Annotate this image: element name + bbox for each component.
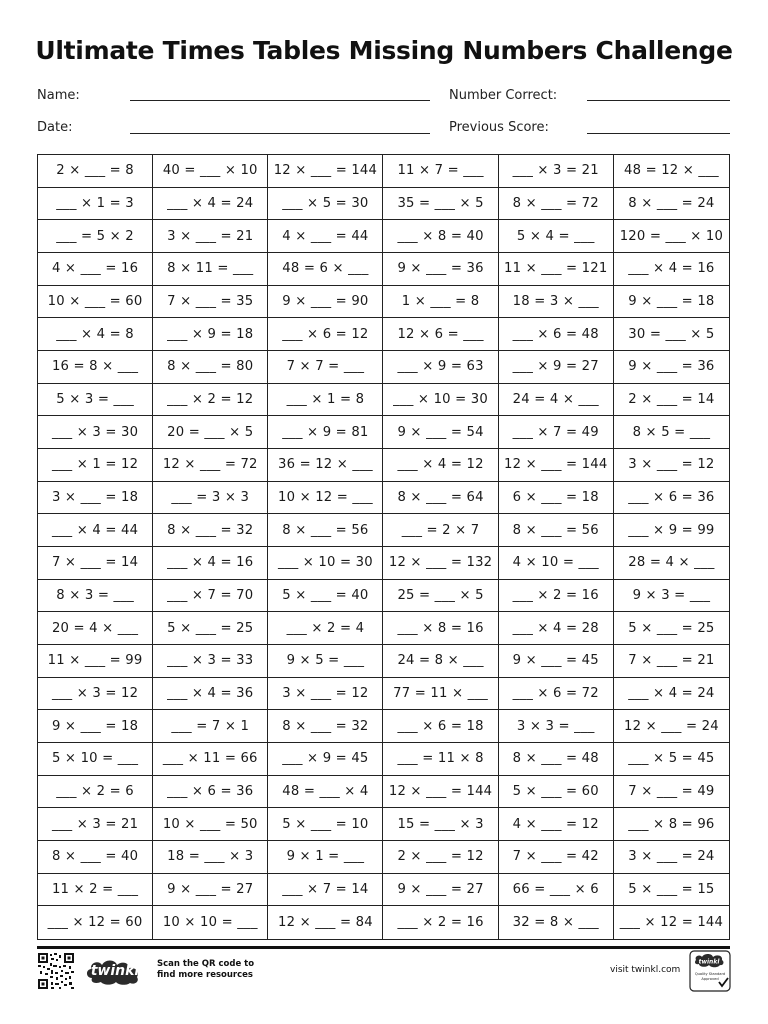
question-cell: 18 = 3 × ___ xyxy=(499,286,614,319)
question-cell: 11 × ___ = 99 xyxy=(38,645,153,678)
scan-line-2: find more resources xyxy=(157,970,253,980)
question-cell: ___ × 4 = 36 xyxy=(153,678,268,711)
question-cell: 15 = ___ × 3 xyxy=(383,808,498,841)
question-cell: 12 × ___ = 144 xyxy=(499,449,614,482)
question-cell: ___ × 2 = 4 xyxy=(268,612,383,645)
question-cell: 9 × 3 = ___ xyxy=(614,580,729,613)
question-cell: 5 × 10 = ___ xyxy=(38,743,153,776)
question-cell: 11 × 2 = ___ xyxy=(38,874,153,907)
question-cell: 8 × ___ = 64 xyxy=(383,482,498,515)
question-cell: ___ × 6 = 48 xyxy=(499,318,614,351)
question-cell: ___ = 11 × 8 xyxy=(383,743,498,776)
question-cell: ___ × 12 = 144 xyxy=(619,915,724,931)
question-cell: 8 × 5 = ___ xyxy=(614,416,729,449)
question-cell: 10 × 12 = ___ xyxy=(268,482,383,515)
question-cell: 7 × ___ = 49 xyxy=(614,776,729,809)
question-cell: 7 × ___ = 14 xyxy=(38,547,153,580)
question-cell: ___ × 6 = 18 xyxy=(383,710,498,743)
question-cell: 5 × ___ = 25 xyxy=(153,612,268,645)
question-cell: 32 = 8 × ___ xyxy=(499,906,614,939)
question-cell: ___ × 9 = 18 xyxy=(153,318,268,351)
question-cell: 7 × ___ = 21 xyxy=(614,645,729,678)
question-cell: 12 × ___ = 144 xyxy=(383,776,498,809)
questions-grid xyxy=(37,154,730,940)
question-cell: ___ × 6 = 72 xyxy=(499,678,614,711)
question-cell: 24 = 4 × ___ xyxy=(499,384,614,417)
question-cell: 8 × ___ = 72 xyxy=(499,188,614,221)
question-cell: 8 × 11 = ___ xyxy=(153,253,268,286)
question-cell: ___ = 7 × 1 xyxy=(153,710,268,743)
question-cell: 2 × ___ = 12 xyxy=(383,841,498,874)
question-cell: ___ × 12 = 60 xyxy=(38,906,153,939)
question-cell: 8 × ___ = 24 xyxy=(614,188,729,221)
page-title: Ultimate Times Tables Missing Numbers Challenge xyxy=(35,36,733,65)
question-cell: 35 = ___ × 5 xyxy=(383,188,498,221)
question-cell: 9 × ___ = 27 xyxy=(153,874,268,907)
qr-code-icon xyxy=(38,953,74,989)
question-cell: 9 × ___ = 18 xyxy=(38,710,153,743)
question-cell: 4 × ___ = 12 xyxy=(499,808,614,841)
question-cell: ___ = 3 × 3 xyxy=(153,482,268,515)
question-cell: 11 × 7 = ___ xyxy=(383,155,498,188)
question-cell: 8 × ___ = 56 xyxy=(268,514,383,547)
question-cell: 4 × ___ = 16 xyxy=(38,253,153,286)
footer-divider xyxy=(37,946,730,949)
question-cell: ___ × 4 = 16 xyxy=(153,547,268,580)
question-cell: ___ × 1 = 3 xyxy=(38,188,153,221)
question-cell: 10 × 10 = ___ xyxy=(153,906,268,939)
question-cell: 18 = ___ × 3 xyxy=(153,841,268,874)
question-cell: 5 × 3 = ___ xyxy=(38,384,153,417)
question-cell: ___ × 7 = 49 xyxy=(499,416,614,449)
question-cell: 8 × ___ = 32 xyxy=(268,710,383,743)
previous-score-field[interactable] xyxy=(587,133,730,134)
question-cell: ___ × 4 = 24 xyxy=(614,678,729,711)
question-cell: 4 × 10 = ___ xyxy=(499,547,614,580)
question-cell: 7 × ___ = 35 xyxy=(153,286,268,319)
question-cell: ___ × 4 = 8 xyxy=(38,318,153,351)
question-cell: ___ = 5 × 2 xyxy=(38,220,153,253)
question-cell: 66 = ___ × 6 xyxy=(499,874,614,907)
question-cell: ___ × 11 = 66 xyxy=(153,743,268,776)
question-cell: 9 × ___ = 18 xyxy=(614,286,729,319)
question-cell: 8 × 3 = ___ xyxy=(38,580,153,613)
question-cell: 5 × ___ = 60 xyxy=(499,776,614,809)
number-correct-field[interactable] xyxy=(587,100,730,101)
question-cell: 2 × ___ = 8 xyxy=(38,155,153,188)
question-cell: ___ × 5 = 30 xyxy=(268,188,383,221)
question-cell: ___ × 8 = 96 xyxy=(614,808,729,841)
question-cell: 8 × ___ = 56 xyxy=(499,514,614,547)
question-cell: 8 × ___ = 80 xyxy=(153,351,268,384)
quality-badge-icon xyxy=(689,950,731,992)
question-cell: 20 = ___ × 5 xyxy=(153,416,268,449)
number-correct-label: Number Correct: xyxy=(449,88,558,103)
question-cell: 3 × ___ = 12 xyxy=(268,678,383,711)
question-cell: 11 × ___ = 121 xyxy=(499,253,614,286)
question-cell: 9 × 5 = ___ xyxy=(268,645,383,678)
question-cell: 12 × ___ = 132 xyxy=(383,547,498,580)
question-cell: 40 = ___ × 10 xyxy=(153,155,268,188)
question-cell: ___ × 6 = 12 xyxy=(268,318,383,351)
question-cell: 12 × ___ = 24 xyxy=(614,710,729,743)
question-cell: ___ × 7 = 70 xyxy=(153,580,268,613)
question-cell: ___ × 10 = 30 xyxy=(268,547,383,580)
question-cell: 5 × ___ = 40 xyxy=(268,580,383,613)
question-cell: ___ × 9 = 81 xyxy=(268,416,383,449)
question-cell: ___ × 9 = 63 xyxy=(383,351,498,384)
question-cell: ___ × 2 = 12 xyxy=(153,384,268,417)
question-cell: ___ × 1 = 12 xyxy=(38,449,153,482)
question-cell: ___ × 4 = 16 xyxy=(614,253,729,286)
question-cell: 8 × ___ = 40 xyxy=(38,841,153,874)
question-cell: ___ × 3 = 33 xyxy=(153,645,268,678)
question-cell: 48 = 6 × ___ xyxy=(268,253,383,286)
question-cell: ___ × 8 = 40 xyxy=(383,220,498,253)
question-cell: ___ × 7 = 14 xyxy=(268,874,383,907)
question-cell: ___ × 2 = 16 xyxy=(383,906,498,939)
svg-text:Quality Standard: Quality Standard xyxy=(694,972,726,976)
question-cell: ___ × 4 = 44 xyxy=(38,514,153,547)
question-cell: 12 × ___ = 84 xyxy=(268,906,383,939)
question-cell: 9 × ___ = 90 xyxy=(268,286,383,319)
question-cell: 3 × ___ = 21 xyxy=(153,220,268,253)
visit-link[interactable]: visit twinkl.com xyxy=(610,965,681,975)
question-cell: ___ = 2 × 7 xyxy=(383,514,498,547)
logo-text: twinkl xyxy=(90,963,140,979)
question-cell: ___ × 10 = 30 xyxy=(383,384,498,417)
question-cell: 77 = 11 × ___ xyxy=(383,678,498,711)
question-cell: 24 = 8 × ___ xyxy=(383,645,498,678)
question-cell: ___ × 4 = 12 xyxy=(383,449,498,482)
scan-line-1: Scan the QR code to xyxy=(157,959,255,969)
question-cell: 3 × ___ = 12 xyxy=(614,449,729,482)
question-cell: 9 × 1 = ___ xyxy=(268,841,383,874)
question-cell: 3 × ___ = 18 xyxy=(38,482,153,515)
question-cell: 7 × ___ = 42 xyxy=(499,841,614,874)
question-cell: 30 = ___ × 5 xyxy=(614,318,729,351)
question-cell: ___ × 3 = 21 xyxy=(499,155,614,188)
question-cell: 9 × ___ = 36 xyxy=(383,253,498,286)
question-cell: 10 × ___ = 50 xyxy=(153,808,268,841)
question-cell: 3 × ___ = 24 xyxy=(614,841,729,874)
question-cell: 48 = ___ × 4 xyxy=(268,776,383,809)
question-cell: 36 = 12 × ___ xyxy=(268,449,383,482)
question-cell: ___ × 3 = 30 xyxy=(38,416,153,449)
question-cell: 120 = ___ × 10 xyxy=(614,220,729,253)
question-cell: 5 × 4 = ___ xyxy=(499,220,614,253)
question-cell: ___ × 6 = 36 xyxy=(614,482,729,515)
question-cell: 28 = 4 × ___ xyxy=(614,547,729,580)
badge-logo: twinkl xyxy=(698,958,720,966)
question-cell: 5 × ___ = 10 xyxy=(268,808,383,841)
question-cell: ___ × 9 = 45 xyxy=(268,743,383,776)
previous-score-label: Previous Score: xyxy=(449,120,549,135)
question-cell: 9 × ___ = 36 xyxy=(614,351,729,384)
question-cell: 1 × ___ = 8 xyxy=(383,286,498,319)
question-cell: 7 × 7 = ___ xyxy=(268,351,383,384)
question-cell: 20 = 4 × ___ xyxy=(38,612,153,645)
question-cell: ___ × 8 = 16 xyxy=(383,612,498,645)
question-cell: 25 = ___ × 5 xyxy=(383,580,498,613)
name-label: Name: xyxy=(37,88,80,103)
question-cell: 48 = 12 × ___ xyxy=(614,155,729,188)
question-cell: ___ × 4 = 28 xyxy=(499,612,614,645)
question-cell: 5 × ___ = 25 xyxy=(614,612,729,645)
date-label: Date: xyxy=(37,120,73,135)
question-cell: 8 × ___ = 48 xyxy=(499,743,614,776)
question-cell: 9 × ___ = 27 xyxy=(383,874,498,907)
question-cell: 4 × ___ = 44 xyxy=(268,220,383,253)
question-cell: 9 × ___ = 45 xyxy=(499,645,614,678)
question-cell: 12 × 6 = ___ xyxy=(383,318,498,351)
question-cell: 2 × ___ = 14 xyxy=(614,384,729,417)
question-cell: 6 × ___ = 18 xyxy=(499,482,614,515)
question-cell: 8 × ___ = 32 xyxy=(153,514,268,547)
question-cell: ___ × 2 = 6 xyxy=(38,776,153,809)
question-cell: 9 × ___ = 54 xyxy=(383,416,498,449)
question-cell: 3 × 3 = ___ xyxy=(499,710,614,743)
question-cell: ___ × 1 = 8 xyxy=(268,384,383,417)
date-field[interactable] xyxy=(130,133,430,134)
question-cell: 5 × ___ = 15 xyxy=(614,874,729,907)
question-cell: 12 × ___ = 72 xyxy=(153,449,268,482)
question-cell: ___ × 6 = 36 xyxy=(153,776,268,809)
scan-qr-text xyxy=(157,959,254,981)
question-cell: ___ × 3 = 12 xyxy=(38,678,153,711)
question-cell: ___ × 3 = 21 xyxy=(38,808,153,841)
question-cell: ___ × 4 = 24 xyxy=(153,188,268,221)
question-cell: ___ × 9 = 99 xyxy=(614,514,729,547)
question-cell: ___ × 9 = 27 xyxy=(499,351,614,384)
question-cell: 12 × ___ = 144 xyxy=(268,155,383,188)
question-cell: 10 × ___ = 60 xyxy=(38,286,153,319)
name-field[interactable] xyxy=(130,100,430,101)
question-cell: ___ × 2 = 16 xyxy=(499,580,614,613)
svg-text:Approved: Approved xyxy=(701,977,719,981)
question-cell: 16 = 8 × ___ xyxy=(38,351,153,384)
question-cell: ___ × 5 = 45 xyxy=(614,743,729,776)
